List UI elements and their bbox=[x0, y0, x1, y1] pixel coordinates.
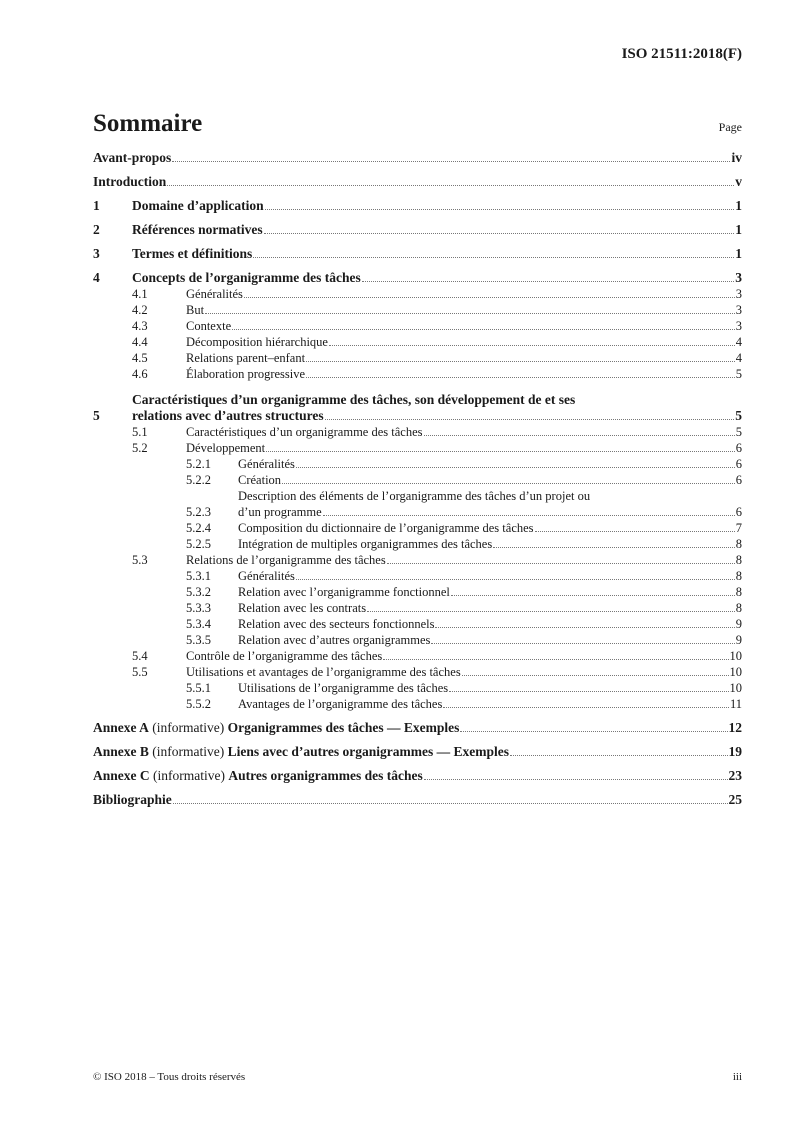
toc-title-line bbox=[186, 366, 742, 382]
toc-title-text: Utilisations de l’organigramme des tâches bbox=[238, 681, 449, 695]
toc-entry[interactable] bbox=[93, 664, 742, 680]
toc-entry-title bbox=[93, 744, 742, 760]
dot-leader bbox=[449, 691, 728, 692]
toc-page-number: 6 bbox=[735, 505, 742, 519]
toc-title-line bbox=[238, 680, 742, 696]
toc-entry[interactable] bbox=[93, 616, 742, 632]
toc-entry-title bbox=[186, 286, 742, 302]
toc-entry[interactable] bbox=[93, 440, 742, 456]
toc-entry-title bbox=[238, 456, 742, 472]
toc-entry-title bbox=[238, 616, 742, 632]
toc-entry[interactable] bbox=[93, 720, 742, 736]
toc-page-number: 6 bbox=[735, 473, 742, 487]
toc-entry[interactable] bbox=[93, 648, 742, 664]
toc-title-text: Caractéristiques d’un organigramme des tâches bbox=[186, 425, 423, 439]
toc-page-number: 3 bbox=[735, 287, 742, 301]
toc-title-text: Relation avec d’autres organigrammes bbox=[238, 633, 431, 647]
toc-entry-number: 5.3.5 bbox=[186, 633, 211, 647]
toc-entry-number: 5.5.1 bbox=[186, 681, 211, 695]
toc-title-text: Bibliographie bbox=[93, 792, 172, 807]
toc-title-text: Relation avec des secteurs fonctionnels bbox=[238, 617, 435, 631]
toc-entry-number: 4.3 bbox=[132, 319, 148, 333]
toc-entry-title bbox=[93, 720, 742, 736]
toc-title-text: Relations de l’organigramme des tâches bbox=[186, 553, 386, 567]
toc-entry[interactable] bbox=[93, 696, 742, 712]
toc-title-text: Description des éléments de l’organigramme des tâches d’un projet ou bbox=[238, 489, 591, 503]
table-of-contents bbox=[93, 150, 742, 808]
toc-title-line bbox=[186, 302, 742, 318]
footer-page-number: iii bbox=[732, 1071, 742, 1083]
toc-entry-number: 4.2 bbox=[132, 303, 148, 317]
toc-title-line bbox=[93, 792, 742, 808]
toc-title-text: Généralités bbox=[238, 457, 295, 471]
toc-title-line bbox=[238, 568, 742, 584]
toc-title-line bbox=[238, 520, 742, 536]
toc-entry[interactable] bbox=[93, 424, 742, 440]
toc-title-line bbox=[238, 456, 742, 472]
document-id: ISO 21511:2018(F) bbox=[621, 46, 742, 62]
toc-title-text: Références normatives bbox=[132, 222, 263, 237]
toc-title-line bbox=[238, 488, 742, 504]
dot-leader bbox=[244, 297, 735, 298]
toc-entry-title bbox=[93, 174, 742, 190]
toc-entry-title bbox=[238, 680, 742, 696]
toc-title-text: Décomposition hiérarchique bbox=[186, 335, 328, 349]
toc-title-text: Relations parent–enfant bbox=[186, 351, 306, 365]
toc-title-line bbox=[132, 392, 742, 408]
toc-entry[interactable] bbox=[93, 744, 742, 760]
toc-entry-title bbox=[186, 664, 742, 680]
toc-title-text: Relation avec les contrats bbox=[238, 601, 367, 615]
toc-page-number: 4 bbox=[735, 351, 742, 365]
toc-title-text: Élaboration progressive bbox=[186, 367, 306, 381]
toc-page-number: 1 bbox=[735, 222, 742, 237]
toc-title-text: Avant-propos bbox=[93, 150, 172, 165]
footer-copyright: © ISO 2018 – Tous droits réservés bbox=[93, 1071, 246, 1083]
toc-page-number: 10 bbox=[729, 649, 742, 663]
toc-entry-number: 5.3.2 bbox=[186, 585, 211, 599]
toc-entry-title bbox=[186, 552, 742, 568]
toc-page-number: 19 bbox=[728, 744, 742, 759]
toc-title-text: Termes et définitions bbox=[132, 246, 253, 261]
page-title: Sommaire bbox=[93, 110, 203, 137]
toc-entry[interactable] bbox=[93, 198, 742, 214]
dot-leader bbox=[323, 515, 735, 516]
dot-leader bbox=[253, 257, 734, 258]
toc-page-number: 8 bbox=[735, 553, 742, 567]
dot-leader bbox=[232, 329, 735, 330]
toc-entry-number: 1 bbox=[93, 198, 100, 213]
dot-leader bbox=[424, 779, 728, 780]
toc-entry-title bbox=[238, 600, 742, 616]
toc-entry-number: 5.2.4 bbox=[186, 521, 211, 535]
toc-title-text: Intégration de multiples organigrammes des tâches bbox=[238, 537, 493, 551]
toc-page-number: 6 bbox=[735, 457, 742, 471]
toc-page-number: 9 bbox=[735, 617, 742, 631]
dot-leader bbox=[265, 209, 735, 210]
toc-entry[interactable] bbox=[93, 350, 742, 366]
dot-leader bbox=[329, 345, 735, 346]
dot-leader bbox=[462, 675, 729, 676]
toc-title-line bbox=[186, 664, 742, 680]
toc-page-number: 7 bbox=[735, 521, 742, 535]
toc-entry[interactable] bbox=[93, 488, 742, 520]
toc-entry[interactable] bbox=[93, 174, 742, 190]
toc-title-text: relations avec d’autres structures bbox=[132, 408, 324, 423]
toc-title-text: Concepts de l’organigramme des tâches bbox=[132, 270, 361, 285]
toc-entry[interactable] bbox=[93, 302, 742, 318]
toc-entry-title bbox=[186, 350, 742, 366]
toc-title-line bbox=[238, 632, 742, 648]
toc-entry-title bbox=[186, 302, 742, 318]
toc-title-line bbox=[186, 334, 742, 350]
toc-entry[interactable] bbox=[93, 472, 742, 488]
dot-leader bbox=[306, 377, 735, 378]
toc-entry[interactable] bbox=[93, 792, 742, 808]
toc-entry-title bbox=[132, 222, 742, 238]
toc-title-line bbox=[238, 600, 742, 616]
toc-title-line bbox=[186, 350, 742, 366]
toc-title-text: Avantages de l’organigramme des tâches bbox=[238, 697, 443, 711]
dot-leader bbox=[535, 531, 735, 532]
dot-leader bbox=[296, 467, 735, 468]
toc-page-number: 12 bbox=[728, 720, 742, 735]
toc-title-line bbox=[132, 246, 742, 262]
toc-entry-number: 5.2.1 bbox=[186, 457, 211, 471]
toc-title-text: d’un programme bbox=[238, 505, 322, 519]
toc-title-text: Généralités bbox=[186, 287, 243, 301]
dot-leader bbox=[451, 595, 735, 596]
toc-entry-number: 4.5 bbox=[132, 351, 148, 365]
annex-note: (informative) bbox=[152, 744, 225, 759]
toc-page-number: 25 bbox=[728, 792, 742, 807]
toc-title-line bbox=[238, 584, 742, 600]
toc-entry-title bbox=[238, 520, 742, 536]
annex-label: Annexe C bbox=[93, 768, 150, 783]
toc-entry-title bbox=[238, 696, 742, 712]
toc-entry[interactable] bbox=[93, 600, 742, 616]
annex-label: Annexe A bbox=[93, 720, 149, 735]
toc-entry-number: 4 bbox=[93, 270, 100, 285]
toc-entry-number: 4.1 bbox=[132, 287, 148, 301]
toc-title-line bbox=[93, 744, 742, 760]
toc-entry-title bbox=[132, 198, 742, 214]
toc-title-text: But bbox=[186, 303, 205, 317]
toc-entry-title bbox=[132, 270, 742, 286]
toc-entry[interactable] bbox=[93, 286, 742, 302]
toc-entry[interactable] bbox=[93, 222, 742, 238]
toc-page-number: 5 bbox=[735, 408, 742, 423]
page-column-label: Page bbox=[718, 120, 742, 134]
toc-entry-number: 5.2.3 bbox=[186, 505, 211, 519]
dot-leader bbox=[325, 419, 735, 420]
toc-page-number: 1 bbox=[735, 246, 742, 261]
toc-title-line bbox=[238, 696, 742, 712]
dot-leader bbox=[383, 659, 728, 660]
toc-page-number: 3 bbox=[735, 270, 742, 285]
toc-title-line bbox=[238, 616, 742, 632]
dot-leader bbox=[367, 611, 735, 612]
toc-entry-title bbox=[186, 366, 742, 382]
toc-entry[interactable] bbox=[93, 392, 742, 424]
toc-title-line bbox=[93, 720, 742, 736]
toc-entry-title bbox=[238, 536, 742, 552]
toc-title-text: Contrôle de l’organigramme des tâches bbox=[186, 649, 383, 663]
toc-title-line bbox=[132, 222, 742, 238]
toc-title-line bbox=[132, 408, 742, 424]
toc-entry-title bbox=[93, 792, 742, 808]
toc-entry-number: 5.2 bbox=[132, 441, 148, 455]
toc-title-text: Caractéristiques d’un organigramme des tâches, son développement de et ses bbox=[132, 392, 576, 407]
dot-leader bbox=[431, 643, 734, 644]
toc-entry-title bbox=[186, 334, 742, 350]
toc-title-text: Contexte bbox=[186, 319, 232, 333]
dot-leader bbox=[306, 361, 735, 362]
toc-title-text: Domaine d’application bbox=[132, 198, 264, 213]
toc-page-number: 8 bbox=[735, 537, 742, 551]
toc-title-line bbox=[132, 270, 742, 286]
annex-note: (informative) bbox=[153, 768, 225, 783]
toc-entry-number: 5.3.3 bbox=[186, 601, 211, 615]
toc-entry-title bbox=[93, 150, 742, 166]
toc-title-line bbox=[93, 768, 742, 784]
toc-title-line bbox=[93, 150, 742, 166]
toc-page-number: 4 bbox=[735, 335, 742, 349]
toc-title-text: Création bbox=[238, 473, 282, 487]
toc-title-line bbox=[186, 648, 742, 664]
toc-page-number: 8 bbox=[735, 569, 742, 583]
dot-leader bbox=[510, 755, 728, 756]
toc-entry-number: 5.4 bbox=[132, 649, 148, 663]
toc-entry[interactable] bbox=[93, 456, 742, 472]
dot-leader bbox=[362, 281, 735, 282]
toc-title-text: Utilisations et avantages de l’organigramme des tâches bbox=[186, 665, 461, 679]
dot-leader bbox=[167, 185, 734, 186]
annex-note: (informative) bbox=[152, 720, 225, 735]
toc-entry-title bbox=[132, 246, 742, 262]
toc-page-number: 8 bbox=[735, 585, 742, 599]
toc-title-text: Organigrammes des tâches — Exemples bbox=[227, 720, 460, 735]
toc-entry-number: 5.3.1 bbox=[186, 569, 211, 583]
dot-leader bbox=[424, 435, 735, 436]
toc-entry[interactable] bbox=[93, 584, 742, 600]
toc-entry-title bbox=[132, 392, 742, 424]
toc-page-number: 5 bbox=[735, 425, 742, 439]
toc-title-text: Développement bbox=[186, 441, 266, 455]
toc-entry-number: 5.5 bbox=[132, 665, 148, 679]
dot-leader bbox=[282, 483, 735, 484]
toc-page-number: 1 bbox=[735, 198, 742, 213]
toc-entry[interactable] bbox=[93, 318, 742, 334]
dot-leader bbox=[493, 547, 735, 548]
toc-entry[interactable] bbox=[93, 334, 742, 350]
toc-entry-number: 5.5.2 bbox=[186, 697, 211, 711]
annex-label: Annexe B bbox=[93, 744, 149, 759]
toc-entry[interactable] bbox=[93, 246, 742, 262]
toc-entry[interactable] bbox=[93, 768, 742, 784]
toc-title-line bbox=[186, 286, 742, 302]
toc-title-line bbox=[238, 472, 742, 488]
toc-entry-number: 5.3 bbox=[132, 553, 148, 567]
dot-leader bbox=[173, 803, 728, 804]
dot-leader bbox=[264, 233, 735, 234]
toc-page-number: 5 bbox=[735, 367, 742, 381]
toc-entry[interactable] bbox=[93, 680, 742, 696]
toc-entry-title bbox=[238, 568, 742, 584]
toc-page-number: iv bbox=[731, 150, 742, 165]
toc-entry-title bbox=[238, 632, 742, 648]
dot-leader bbox=[296, 579, 735, 580]
toc-entry-number: 2 bbox=[93, 222, 100, 237]
toc-title-line bbox=[238, 536, 742, 552]
toc-entry-title bbox=[186, 318, 742, 334]
toc-page-number: 3 bbox=[735, 319, 742, 333]
toc-page-number: 10 bbox=[729, 665, 742, 679]
toc-entry-title bbox=[186, 648, 742, 664]
toc-entry-number: 5.3.4 bbox=[186, 617, 211, 631]
dot-leader bbox=[435, 627, 734, 628]
toc-title-line bbox=[186, 318, 742, 334]
dot-leader bbox=[266, 451, 735, 452]
toc-title-line bbox=[186, 424, 742, 440]
toc-title-line bbox=[186, 440, 742, 456]
toc-page-number: 3 bbox=[735, 303, 742, 317]
toc-entry-title bbox=[238, 488, 742, 520]
dot-leader bbox=[172, 161, 730, 162]
toc-title-text: Composition du dictionnaire de l’organigramme des tâches bbox=[238, 521, 534, 535]
toc-title-text: Introduction bbox=[93, 174, 167, 189]
toc-page-number: 23 bbox=[728, 768, 742, 783]
toc-entry-number: 5.2.5 bbox=[186, 537, 211, 551]
toc-title-line bbox=[93, 174, 742, 190]
toc-entry[interactable] bbox=[93, 150, 742, 166]
toc-page-number: 10 bbox=[729, 681, 742, 695]
dot-leader bbox=[387, 563, 735, 564]
toc-entry-title bbox=[93, 768, 742, 784]
toc-entry[interactable] bbox=[93, 366, 742, 382]
toc-entry-title bbox=[186, 440, 742, 456]
toc-entry[interactable] bbox=[93, 552, 742, 568]
toc-entry[interactable] bbox=[93, 520, 742, 536]
toc-title-line bbox=[238, 504, 742, 520]
toc-entry-number: 3 bbox=[93, 246, 100, 261]
dot-leader bbox=[205, 313, 735, 314]
toc-page-number: v bbox=[735, 174, 742, 189]
toc-entry-number: 4.6 bbox=[132, 367, 148, 381]
toc-entry-number: 5.2.2 bbox=[186, 473, 211, 487]
dot-leader bbox=[460, 731, 727, 732]
toc-entry[interactable] bbox=[93, 270, 742, 286]
toc-entry-number: 4.4 bbox=[132, 335, 148, 349]
toc-entry-title bbox=[238, 472, 742, 488]
toc-title-text: Liens avec d’autres organigrammes — Exemples bbox=[227, 744, 509, 759]
toc-entry-number: 5 bbox=[93, 408, 100, 423]
toc-title-line bbox=[132, 198, 742, 214]
toc-page-number: 9 bbox=[735, 633, 742, 647]
toc-entry-number: 5.1 bbox=[132, 425, 148, 439]
toc-entry[interactable] bbox=[93, 568, 742, 584]
toc-entry[interactable] bbox=[93, 632, 742, 648]
toc-title-text: Relation avec l’organigramme fonctionnel bbox=[238, 585, 450, 599]
toc-title-text: Autres organigrammes des tâches bbox=[228, 768, 423, 783]
toc-page-number: 8 bbox=[735, 601, 742, 615]
toc-title-text: Généralités bbox=[238, 569, 295, 583]
toc-page-number: 11 bbox=[729, 697, 742, 711]
toc-entry-title bbox=[238, 584, 742, 600]
toc-entry-title bbox=[186, 424, 742, 440]
dot-leader bbox=[443, 707, 729, 708]
toc-entry[interactable] bbox=[93, 536, 742, 552]
toc-page-number: 6 bbox=[735, 441, 742, 455]
toc-title-line bbox=[186, 552, 742, 568]
